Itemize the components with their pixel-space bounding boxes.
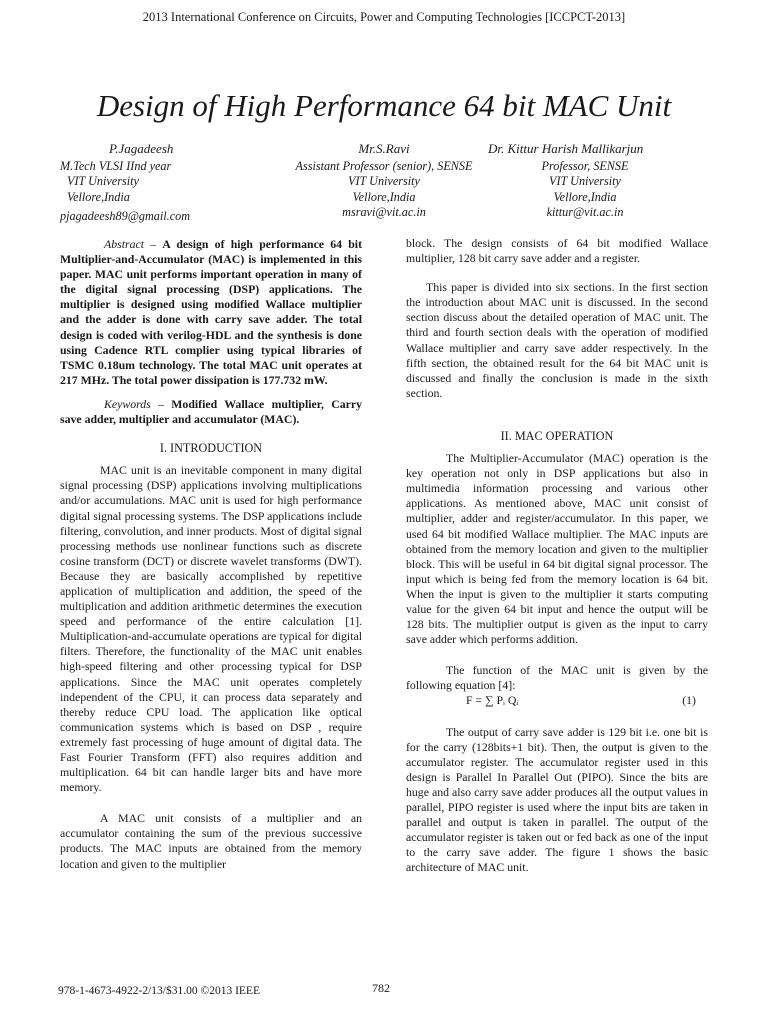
author-email: msravi@vit.ac.in	[342, 205, 426, 219]
equation-number: (1)	[682, 693, 696, 708]
equation-1	[406, 693, 708, 708]
introduction-paragraph-2: A MAC unit consists of a multiplier and an accumulator containing the sum of the previous successive products. The MAC inputs are obtained from the memory location and given to the multiplier	[60, 811, 362, 871]
paper-title: Design of High Performance 64 bit MAC Unit	[96, 88, 672, 123]
conference-header: 2013 International Conference on Circuits, Power and Computing Technologies [ICCPCT-2013]	[142, 10, 626, 24]
keywords	[60, 397, 362, 427]
author-affiliation: M.Tech VLSI IInd year	[60, 158, 172, 173]
mac-operation-paragraph-2: The function of the MAC unit is given by the following equation [4]:	[406, 663, 708, 693]
mac-operation-paragraph-3: The output of carry save adder is 129 bit i.e. one bit is for the carry (128bits+1 bit). Then, the output is given to the accumulator register. The accumulator register used in this design is Parallel In Parallel Out (PIPO). Since the bits are huge and also carry save adder produces all the output values in parallel, PIPO register is used where the input bits are taken in parallel and output is taken in parallel. The output of the accumulator register is taken out or fed back as one of the input to the carry save adder. The figure 1 shows the basic architecture of MAC unit.	[406, 724, 708, 875]
author-email: kittur@vit.ac.in	[546, 205, 624, 219]
author-affiliation: VIT University	[348, 174, 420, 188]
author-affiliation: Vellore,India	[553, 189, 617, 204]
author-block-3	[480, 141, 690, 221]
author-block-2	[268, 141, 500, 221]
abstract	[60, 237, 362, 388]
introduction-continued: block. The design consists of 64 bit modified Wallace multiplier, 128 bit carry save adder and a register.	[406, 236, 708, 266]
author-affiliation: Vellore,India	[67, 189, 130, 204]
section-heading-mac-operation: II. MAC OPERATION	[500, 428, 614, 443]
section-heading-introduction: I. INTRODUCTION	[159, 441, 263, 456]
author-block-1	[60, 141, 260, 225]
keywords-text: Modified Wallace multiplier, Carry save adder, multiplier and accumulator (MAC).	[60, 396, 362, 427]
author-affiliation: VIT University	[549, 174, 621, 188]
right-column	[406, 236, 708, 875]
author-affiliation: Vellore,India	[352, 189, 416, 204]
footer-isbn: 978-1-4673-4922-2/13/$31.00 ©2013 IEEE	[58, 985, 260, 997]
page-number: 782	[372, 981, 390, 995]
author-affiliation: Professor, SENSE	[541, 158, 629, 173]
author-name: P.Jagadeesh	[109, 141, 174, 156]
author-affiliation: VIT University	[67, 174, 139, 188]
equation-text: F = ∑ Pᵢ Qᵢ	[466, 693, 519, 708]
author-name: Mr.S.Ravi	[358, 141, 410, 156]
mac-operation-paragraph-1: The Multiplier-Accumulator (MAC) operation is the key operation not only in DSP applications but also in multimedia information processing and various other applications. As mentioned above, MAC unit consist of multiplier, adder and register/accumulator. In this paper, we used 64 bit modified Wallace multiplier. The MAC inputs are obtained from the memory location and given to the multiplier block. This will be useful in 64 bit digital signal processor. The input which is being fed from the memory location is 64 bit. When the input is given to the multiplier it starts computing value for the given 64 bit input and hence the output will be 128 bits. The multiplier output is given as the input to carry save adder which performs addition.	[406, 451, 708, 647]
author-name: Dr. Kittur Harish Mallikarjun	[488, 141, 644, 156]
author-email: pjagadeesh89@gmail.com	[60, 209, 191, 223]
left-column	[60, 237, 362, 872]
paper-outline-paragraph: This paper is divided into six sections. In the first section the introduction about MAC unit is discussed. In the second section discuss about the detailed operation of MAC unit. The third and fourth section deals with the operation of modified Wallace multiplier and carry save adder respectively. In the fifth section, the obtained result for the 64 bit MAC unit is discussed and finally the conclusion is made in the sixth section.	[406, 280, 708, 400]
abstract-text: A design of high performance 64 bit Multiplier-and-Accumulator (MAC) is implemented in this paper. MAC unit performs important operation in many of the digital signal processing (DSP) applications. The multiplier is designed using modified Wallace multiplier and the adder is done with carry save adder. The total design is coded with verilog-HDL and the synthesis is done using Cadence RTL complier using typical libraries of TSMC 0.18um technology. The total MAC unit operates at 217 MHz. The total power dissipation is 177.732 mW.	[60, 237, 363, 387]
keywords-label: Keywords –	[104, 396, 164, 411]
author-affiliation: Assistant Professor (senior), SENSE	[295, 158, 473, 173]
abstract-label: Abstract –	[104, 237, 157, 251]
introduction-paragraph-1: MAC unit is an inevitable component in many digital signal processing (DSP) applications involving multiplications and/or accumulations. MAC unit is used for high performance digital signal processing systems. The DSP applications include filtering, convolution, and inner products. Most of digital signal processing methods use nonlinear functions such as discrete cosine transform (DCT) or discrete wavelet transforms (DWT). Because they are basically accomplished by repetitive application of multiplication and addition, the speed of the multiplication and addition arithmetic determines the execution speed and performance of the entire calculation [1]. Multiplication-and-accumulate operations are typical for digital filters. Therefore, the functionality of the MAC unit enables high-speed filtering and other processing typical for DSP applications. Since the MAC unit operates completely independent of the CPU, it can process data separately and thereby reduce CPU load. The application like optical communication systems which is based on DSP , require extremely fast processing of huge amount of digital data. The Fast Fourier Transform (FFT) also requires addition and multiplication. 64 bit can handle larger bits and have more memory.	[60, 463, 362, 795]
